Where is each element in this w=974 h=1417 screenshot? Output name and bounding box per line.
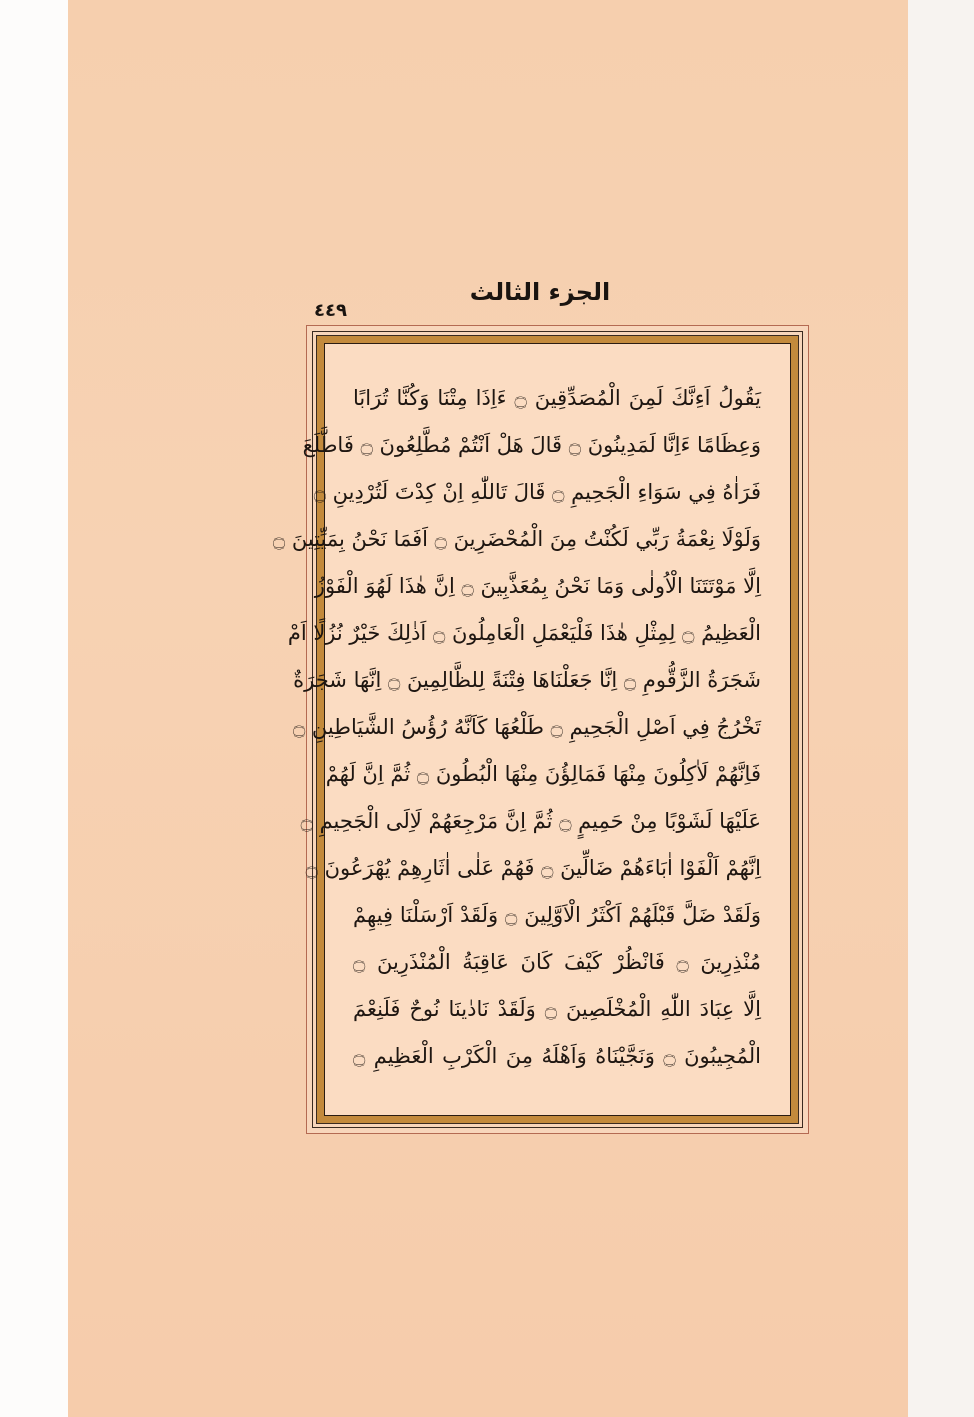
text-frame [272,325,809,1134]
scan-margin-left [0,0,68,1417]
text-line-12: وَلَقَدْ ضَلَّ قَبْلَهُمْ اَكْثَرُ الْاَوَّلِينَ ۝ وَلَقَدْ اَرْسَلْنَا فِيهِمْ [353,903,761,927]
scan-margin-right [908,0,974,1417]
text-line-3: فَرَاٰهُ فِي سَوَاءِ الْجَحِيمِ ۝ قَالَ تَاللّٰهِ اِنْ كِدْتَ لَتُرْدِينِ ۝ [313,480,761,504]
text-line-14: اِلَّا عِبَادَ اللّٰهِ الْمُخْلَصِينَ ۝ وَلَقَدْ نَادٰينَا نُوحٌ فَلَنِعْمَ [353,997,761,1021]
text-line-2: وَعِظَامًا ءَاِنَّا لَمَدِينُونَ ۝ قَالَ هَلْ اَنْتُمْ مُطَّلِعُونَ ۝ فَاطَّلَعَ [302,433,761,457]
text-line-5: اِلَّا مَوْتَتَنَا الْاُولٰى وَمَا نَحْنُ بِمُعَذَّبِينَ ۝ اِنَّ هٰذَا لَهُوَ الْفَوْزُ [314,574,761,598]
juz-title: الجزء الثالث [469,278,611,306]
text-block [272,376,761,1084]
text-line-4: وَلَوْلَا نِعْمَةُ رَبِّي لَكُنْتُ مِنَ الْمُحْضَرِينَ ۝ اَفَمَا نَحْنُ بِمَيِّتِينَ ۝ [272,527,761,551]
text-line-1: يَقُولُ اَءِنَّكَ لَمِنَ الْمُصَدِّقِينَ ۝ ءَاِذَا مِتْنَا وَكُنَّا تُرَابًا [353,386,761,410]
text-line-13: مُنْذِرِينَ ۝ فَانْظُرْ كَيْفَ كَانَ عَاقِبَةُ الْمُنْذَرِينَ ۝ [353,950,761,974]
text-line-8: تَخْرُجُ فِي اَصْلِ الْجَحِيمِ ۝ طَلْعُهَا كَاَنَّهُ رُؤُسُ الشَّيَاطِينِ ۝ [292,715,761,739]
text-line-15: الْمُجِيبُونَ ۝ وَنَجَّيْنَاهُ وَاَهْلَهُ مِنَ الْكَرْبِ الْعَظِيمِ ۝ [353,1044,761,1068]
text-line-10: عَلَيْهَا لَشَوْبًا مِنْ حَمِيمٍ ۝ ثُمَّ اِنَّ مَرْجِعَهُمْ لَاِلَى الْجَحِيمِ ۝ [300,809,761,833]
page-number: ٤٤٩ [314,300,347,321]
text-line-9: فَاِنَّهُمْ لَاٰكِلُونَ مِنْهَا فَمَالِؤُنَ مِنْهَا الْبُطُونَ ۝ ثُمَّ اِنَّ لَهُمْ [325,762,761,786]
text-line-11: اِنَّهُمْ اَلْفَوْا اٰبَاءَهُمْ ضَالِّينَ ۝ فَهُمْ عَلٰى اٰثَارِهِمْ يُهْرَعُونَ ۝ [305,856,761,880]
text-line-7: شَجَرَةُ الزَّقُّومِ ۝ اِنَّا جَعَلْنَاهَا فِتْنَةً لِلظَّالِمِينَ ۝ اِنَّهَا شَجَرَةٌ [293,668,761,692]
text-line-6: الْعَظِيمُ ۝ لِمِثْلِ هٰذَا فَلْيَعْمَلِ الْعَامِلُونَ ۝ اَذٰلِكَ خَيْرٌ نُزُلًا اَمْ [287,621,761,645]
